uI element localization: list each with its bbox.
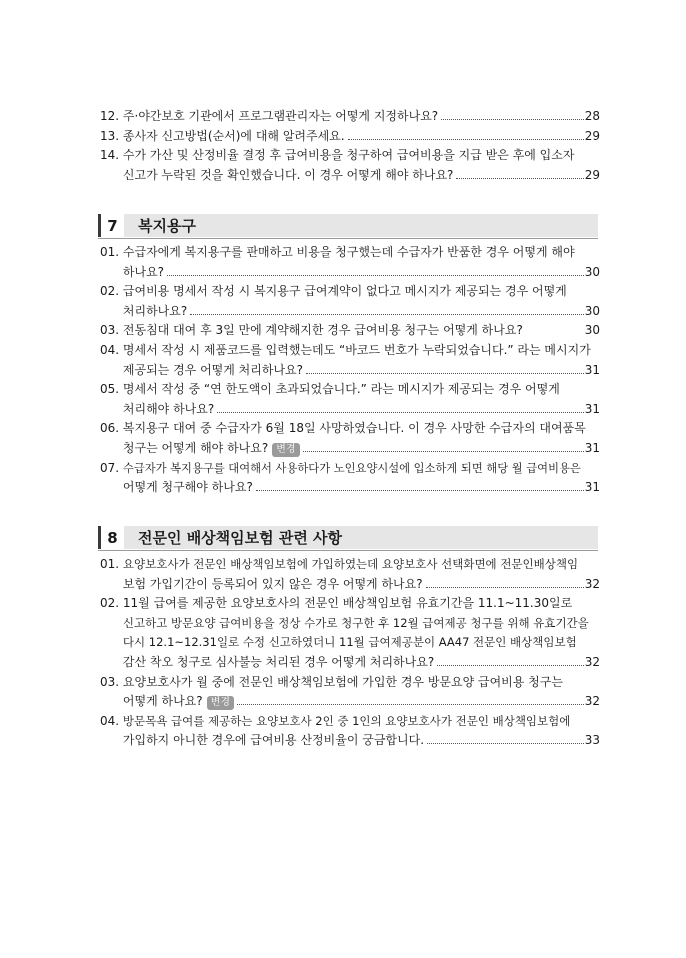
- item-number: 01.: [100, 245, 123, 259]
- page-number: 28: [584, 109, 600, 123]
- item-text: 하나요?: [122, 264, 165, 279]
- section-7-list: [100, 243, 600, 498]
- item-text: 명세서 작성 시 제품코드를 입력했는데도 “바코드 번호가 누락되었습니다.” 라는 메시지가: [122, 342, 591, 357]
- leader-dots: [237, 704, 584, 705]
- page-number: 29: [584, 167, 600, 182]
- toc-item[interactable]: [100, 146, 600, 185]
- item-text: 전동침대 대여 후 3일 만에 계약해지한 경우 급여비용 청구는 어떻게 하나요?: [122, 323, 523, 338]
- section-8-list: [100, 555, 600, 751]
- page-number: 31: [584, 362, 600, 377]
- leader-dots: [303, 451, 584, 452]
- leader-dots: [256, 490, 584, 491]
- page-number: 32: [584, 576, 600, 591]
- item-number: 01.: [100, 557, 123, 571]
- item-text: 11월 급여를 제공한 요양보호사의 전문인 배상책임보험 유효기간을 11.1~11.30일로: [122, 596, 573, 611]
- item-number: 07.: [100, 460, 123, 475]
- item-text: 요양보호사가 전문인 배상책임보험에 가입하였는데 요양보호사 선택화면에 전문인배상책임: [122, 557, 579, 571]
- toc-item[interactable]: [100, 321, 600, 341]
- page-number: 33: [584, 733, 600, 748]
- toc-item[interactable]: [100, 673, 600, 712]
- leader-dots: [190, 314, 583, 315]
- section-number: 7: [98, 214, 124, 237]
- page-number: 30: [584, 303, 600, 318]
- changed-badge: 변경: [207, 696, 234, 710]
- toc-item[interactable]: [100, 459, 600, 498]
- item-text: 급여비용 명세서 작성 시 복지용구 급여계약이 없다고 메시지가 제공되는 경우 어떻게: [122, 284, 567, 299]
- toc-item[interactable]: [100, 341, 600, 380]
- leader-dots: [217, 412, 583, 413]
- item-text: 주·야간보호 기관에서 프로그램관리자는 어떻게 지정하나요?: [122, 109, 439, 123]
- item-text: 수급자가 복지용구를 대여해서 사용하다가 노인요양시설에 입소하게 되면 해당 월 급여비용은: [122, 461, 581, 475]
- section-number: 8: [98, 526, 124, 549]
- leader-dots: [426, 587, 584, 588]
- leader-dots: [427, 743, 584, 744]
- item-number: 12.: [100, 109, 123, 123]
- item-text: 감산 착오 청구로 심사불능 처리된 경우 어떻게 처리하나요?: [122, 654, 435, 669]
- leader-dots: [306, 373, 584, 374]
- item-number: 14.: [100, 148, 123, 163]
- section-title: 복지용구: [138, 217, 196, 235]
- item-text: 제공되는 경우 어떻게 처리하나요?: [122, 362, 304, 377]
- item-text: 처리해야 하나요?: [122, 401, 215, 416]
- item-text: 청구는 어떻게 해야 하나요?: [122, 440, 269, 455]
- item-text: 요양보호사가 월 중에 전문인 배상책임보험에 가입한 경우 방문요양 급여비용 청구는: [122, 674, 563, 689]
- page-number: 32: [584, 694, 600, 709]
- page-number: 30: [584, 323, 600, 338]
- item-text: 처리하나요?: [122, 303, 188, 318]
- item-text: 복지용구 대여 중 수급자가 6월 18일 사망하였습니다. 이 경우 사망한 수급자의 대여품목: [122, 421, 586, 436]
- page-number: 32: [584, 654, 600, 669]
- toc-continued-list: [100, 107, 600, 185]
- item-number: 02.: [100, 284, 123, 299]
- toc-item[interactable]: [100, 127, 600, 147]
- leader-dots: [437, 665, 584, 666]
- page-number: 30: [584, 264, 600, 279]
- toc-item[interactable]: [100, 419, 600, 458]
- item-number: 03.: [100, 323, 123, 338]
- section-divider: [98, 238, 598, 239]
- item-text: 명세서 작성 중 “연 한도액이 초과되었습니다.” 라는 메시지가 제공되는 경우 어떻게: [122, 382, 560, 397]
- toc-item[interactable]: [100, 712, 600, 751]
- item-number: 04.: [100, 713, 123, 728]
- toc-item[interactable]: [100, 282, 600, 321]
- toc-item[interactable]: [100, 243, 600, 282]
- toc-item[interactable]: [100, 107, 600, 127]
- section-header: [98, 526, 598, 549]
- toc-item[interactable]: [100, 380, 600, 419]
- section-divider: [98, 550, 598, 551]
- item-text: 종사자 신고방법(순서)에 대해 알려주세요.: [122, 128, 345, 143]
- toc-item[interactable]: [100, 555, 600, 594]
- leader-dots: [441, 119, 584, 120]
- item-text: 수급자에게 복지용구를 판매하고 비용을 청구했는데 수급자가 반품한 경우 어떻게 해야: [122, 245, 575, 259]
- changed-badge: 변경: [272, 443, 299, 457]
- section-title: 전문인 배상책임보험 관련 사항: [138, 529, 343, 547]
- leader-dots: [456, 178, 583, 179]
- item-text: 신고하고 방문요양 급여비용을 정상 수가로 청구한 후 12월 급여제공 청구를 위해 유효기간을: [122, 615, 589, 630]
- item-text: 가입하지 아니한 경우에 급여비용 산정비율이 궁금합니다.: [122, 733, 425, 748]
- page-number: 31: [584, 480, 600, 495]
- item-number: 13.: [100, 128, 123, 143]
- item-number: 06.: [100, 421, 123, 436]
- item-text: 신고가 누락된 것을 확인했습니다. 이 경우 어떻게 해야 하나요?: [122, 167, 454, 182]
- item-text: 보험 가입기간이 등록되어 있지 않은 경우 어떻게 하나요?: [122, 576, 423, 591]
- page-number: 31: [584, 440, 600, 455]
- item-text: 어떻게 청구해야 하나요?: [122, 480, 253, 495]
- item-number: 02.: [100, 596, 123, 611]
- leader-dots: [167, 275, 584, 276]
- item-text: 방문목욕 급여를 제공하는 요양보호사 2인 중 1인의 요양보호사가 전문인 배상책임보험에: [122, 713, 571, 728]
- section-header: [98, 214, 598, 237]
- leader-dots: [348, 139, 584, 140]
- page-number: 29: [584, 128, 600, 143]
- toc-item[interactable]: [100, 594, 600, 672]
- item-number: 05.: [100, 382, 123, 397]
- item-text: 어떻게 하나요?: [122, 694, 203, 709]
- item-text: 수가 가산 및 산정비율 결정 후 급여비용을 청구하여 급여비용을 지급 받은 후에 입소자: [122, 148, 575, 163]
- item-number: 03.: [100, 674, 123, 689]
- item-text: 다시 12.1~12.31일로 수정 신고하였더니 11월 급여제공분이 AA47 전문인 배상책임보험: [122, 635, 577, 650]
- item-number: 04.: [100, 342, 123, 357]
- page-number: 31: [584, 401, 600, 416]
